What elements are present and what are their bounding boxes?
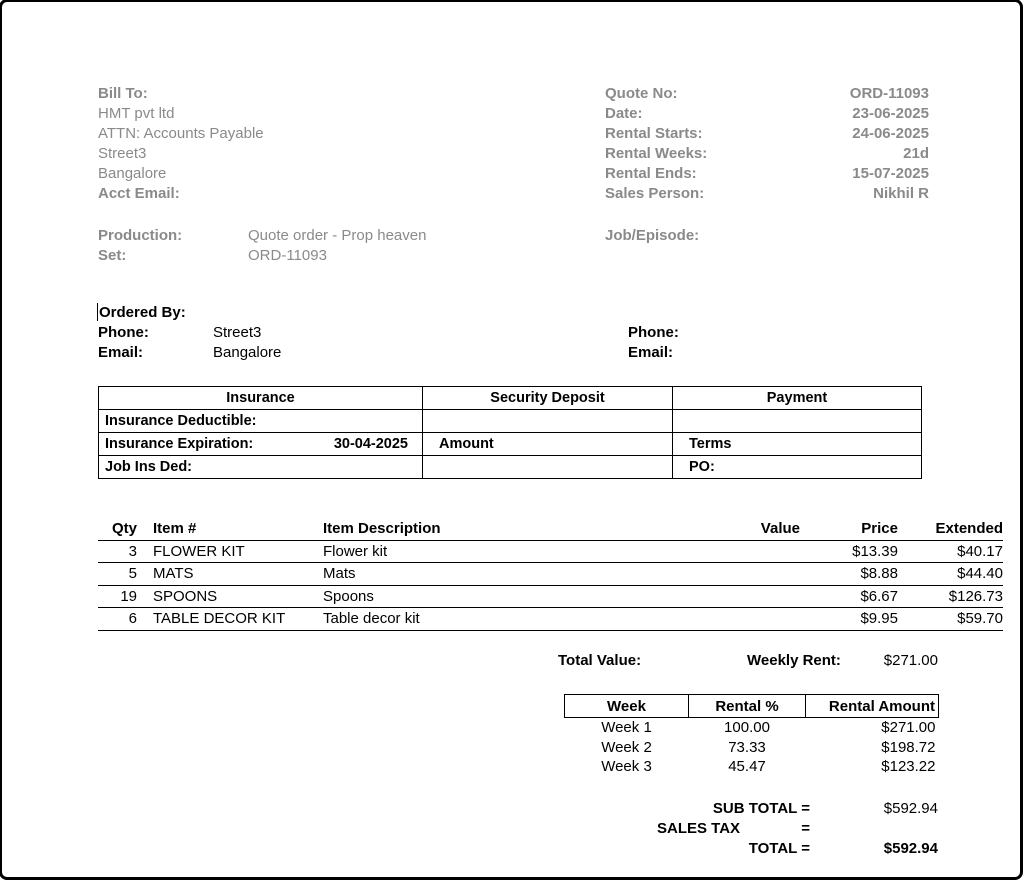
po-label-cell: PO: [673, 456, 922, 479]
value-header: Value [730, 518, 800, 540]
bill-to-label: Bill To: [98, 85, 148, 102]
item-number: TABLE DECOR KIT [137, 608, 307, 631]
sales-tax-label: SALES TAX [657, 820, 741, 837]
terms-label-cell: Terms [673, 433, 922, 456]
sub-total-row [560, 800, 938, 820]
set-value: ORD-11093 [248, 247, 327, 264]
week-row-1 [565, 718, 939, 738]
item-value [730, 608, 800, 631]
sales-person-label: Sales Person: [605, 185, 705, 202]
week-row-2 [565, 738, 939, 758]
rental-starts-label: Rental Starts: [605, 125, 703, 142]
item-qty: 6 [98, 608, 137, 631]
insurance-deductible-label: Insurance Deductible: [99, 410, 423, 433]
qty-header: Qty [98, 518, 137, 540]
rental-ends-row [605, 164, 929, 184]
total-label: TOTAL = [748, 840, 810, 857]
job-ins-ded-label: Job Ins Ded: [99, 456, 423, 479]
quote-no-label: Quote No: [605, 85, 678, 102]
sales-person-value: Nikhil R [873, 185, 929, 202]
text-cursor [97, 303, 98, 321]
payment-header-cell: Payment [673, 387, 922, 410]
week-name: Week 2 [601, 738, 652, 756]
insurance-table-header [99, 387, 922, 410]
item-price: $6.67 [800, 585, 898, 608]
item-extended: $126.73 [898, 585, 1003, 608]
item-extended: $59.70 [898, 608, 1003, 631]
insurance-expiration-date: 30-04-2025 [333, 436, 408, 452]
rental-weeks-row [605, 144, 929, 164]
security-deposit-header-cell: Security Deposit [423, 387, 673, 410]
price-header: Price [800, 518, 898, 540]
insurance-expiration-row [99, 433, 922, 456]
week-rental-pct: 45.47 [728, 758, 766, 776]
item-description-header: Item Description [307, 518, 730, 540]
bill-to-attn: ATTN: Accounts Payable [98, 125, 264, 142]
sales-tax-row [560, 820, 938, 840]
item-description: Spoons [307, 585, 730, 608]
bill-to-company: HMT pvt ltd [98, 105, 175, 122]
rental-amount-header: Rental Amount [806, 695, 939, 718]
insurance-header-cell: Insurance [99, 387, 423, 410]
sales-tax-equals: = [801, 820, 810, 837]
rental-ends-value: 15-07-2025 [852, 165, 929, 182]
item-row-table-decor-kit [98, 608, 1003, 631]
phone-label-left: Phone: [98, 324, 149, 341]
security-deposit-empty-cell-2 [423, 456, 673, 479]
item-number: MATS [137, 563, 307, 586]
sub-total-value: $592.94 [883, 800, 938, 817]
week-header: Week [565, 695, 689, 718]
insurance-expiration-cell [105, 436, 416, 452]
rental-pct-header: Rental % [689, 695, 806, 718]
date-row [605, 104, 929, 124]
item-price: $13.39 [800, 540, 898, 563]
date-value: 23-06-2025 [852, 105, 929, 122]
phone-value-left: Street3 [213, 324, 262, 341]
total-row [560, 840, 938, 860]
quote-no-row [605, 84, 929, 104]
item-number: FLOWER KIT [137, 540, 307, 563]
item-value [730, 563, 800, 586]
line-items-table [98, 518, 1003, 631]
job-episode-label: Job/Episode: [605, 227, 700, 244]
item-value [730, 585, 800, 608]
rental-ends-label: Rental Ends: [605, 165, 697, 182]
weekly-rental-table [564, 694, 939, 777]
week-rental-amount: $271.00 [881, 719, 936, 737]
rental-weeks-label: Rental Weeks: [605, 145, 708, 162]
production-value: Quote order - Prop heaven [248, 227, 427, 244]
item-qty: 19 [98, 585, 137, 608]
item-row-spoons [98, 585, 1003, 608]
amount-label-cell: Amount [423, 433, 673, 456]
week-rental-amount: $198.72 [881, 738, 936, 756]
item-qty: 5 [98, 563, 137, 586]
week-row-3 [565, 757, 939, 777]
item-description: Table decor kit [307, 608, 730, 631]
quote-info-block [605, 84, 929, 204]
job-ins-ded-row [99, 456, 922, 479]
item-price: $9.95 [800, 608, 898, 631]
total-value-label: Total Value: [558, 652, 642, 669]
sales-person-row [605, 184, 929, 204]
acct-email-label: Acct Email: [98, 185, 180, 202]
bill-to-city: Bangalore [98, 165, 167, 182]
week-rental-pct: 73.33 [728, 738, 766, 756]
security-deposit-empty-cell [423, 410, 673, 433]
production-label: Production: [98, 227, 183, 244]
email-label-right: Email: [628, 344, 674, 361]
items-header-row [98, 518, 1003, 540]
week-table-header [565, 695, 939, 718]
week-rental-amount: $123.22 [881, 758, 936, 776]
date-label: Date: [605, 105, 643, 122]
payment-empty-cell [673, 410, 922, 433]
insurance-expiration-label: Insurance Expiration: [105, 436, 254, 452]
insurance-deductible-row [99, 410, 922, 433]
item-number-header: Item # [137, 518, 307, 540]
item-row-flower-kit [98, 540, 1003, 563]
weekly-rent-label: Weekly Rent: [747, 652, 841, 669]
total-value: $592.94 [883, 840, 938, 857]
item-extended: $40.17 [898, 540, 1003, 563]
item-number: SPOONS [137, 585, 307, 608]
rental-starts-value: 24-06-2025 [852, 125, 929, 142]
email-label-left: Email: [98, 344, 144, 361]
item-value [730, 540, 800, 563]
totals-block [560, 800, 938, 860]
week-name: Week 3 [601, 758, 652, 776]
email-value-left: Bangalore [213, 344, 282, 361]
phone-label-right: Phone: [628, 324, 679, 341]
bill-to-street: Street3 [98, 145, 147, 162]
item-extended: $44.40 [898, 563, 1003, 586]
item-qty: 3 [98, 540, 137, 563]
sub-total-label: SUB TOTAL = [712, 800, 810, 817]
week-rental-pct: 100.00 [724, 719, 770, 737]
insurance-table [98, 386, 922, 479]
rental-starts-row [605, 124, 929, 144]
ordered-by-label: Ordered By: [99, 304, 186, 321]
item-description: Flower kit [307, 540, 730, 563]
weekly-rent-value: $271.00 [883, 652, 938, 669]
week-name: Week 1 [601, 719, 652, 737]
item-row-mats [98, 563, 1003, 586]
extended-header: Extended [898, 518, 1003, 540]
item-description: Mats [307, 563, 730, 586]
bill-to-block [98, 84, 264, 204]
rental-weeks-value: 21d [903, 145, 929, 162]
item-price: $8.88 [800, 563, 898, 586]
set-label: Set: [98, 247, 127, 264]
quote-no-value: ORD-11093 [849, 85, 929, 102]
